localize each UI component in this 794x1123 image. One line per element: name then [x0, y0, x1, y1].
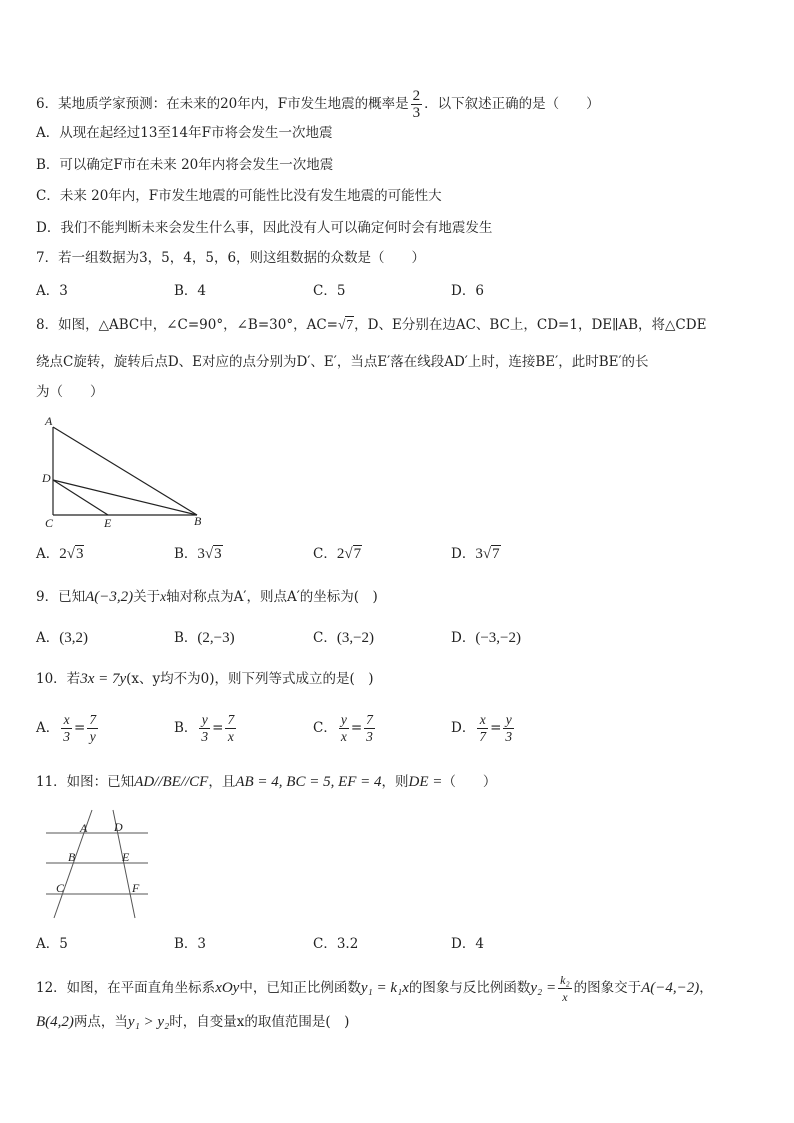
parallel-lines-figure	[36, 805, 156, 923]
figure-label-a: A	[80, 821, 88, 835]
question-11-option-a: A．5	[36, 936, 68, 952]
question-11-option-b: B．3	[174, 936, 207, 952]
fraction: $\frac{2}{3}$	[412, 88, 421, 121]
question-8-option-c: C．2√7	[313, 546, 362, 562]
question-7-option-c: C．5	[313, 283, 346, 299]
question-10-option-b: B． $\frac{y}{3}$ = $\frac{7}{x}$	[174, 712, 235, 744]
question-9-stem: 9．已知A(−3,2)关于x轴对称点为A′，则点A′的坐标为( )	[36, 589, 378, 605]
question-8-option-d: D．3√7	[451, 546, 500, 562]
question-6-option-b: B．可以确定F市在未来 20年内将会发生一次地震	[36, 157, 334, 173]
question-8-line-2: 绕点C旋转，旋转后点D、E对应的点分别为D′、E′，当点E′落在线段AD′上时，连接BE′，此时BE′的长	[36, 354, 649, 370]
figure-label-c: C	[45, 516, 54, 530]
question-11-stem: 11．如图：已知AD//BE//CF，且AB = 4, BC = 5, EF = 4，则DE =（ ）	[36, 774, 497, 790]
figure-label-d: D	[114, 820, 123, 834]
figure-label-b: B	[68, 850, 76, 864]
triangle-figure	[36, 410, 216, 532]
question-10-option-d: D． $\frac{x}{7}$ = $\frac{y}{3}$	[451, 712, 513, 744]
question-12-line-1: 12．如图，在平面直角坐标系xOy中，已知正比例函数y₁ = k₁x的图象与反比例函数y₂ = $\frac{\text{k₂}}{x}$ 的图象交于A(−4,−2)，	[36, 973, 713, 1004]
question-6-option-c: C．未来 20年内，F市发生地震的可能性比没有发生地震的可能性大	[36, 188, 442, 204]
question-9-option-c: C．(3,−2)	[313, 630, 375, 646]
radical: √7	[337, 317, 354, 332]
question-10-option-a: A． $\frac{x}{3}$ = $\frac{7}{y}$	[36, 712, 97, 744]
figure-label-d: D	[42, 471, 51, 485]
question-10-stem: 10．若3x = 7y(x、y均不为0)，则下列等式成立的是( )	[36, 671, 374, 687]
question-11-option-d: D．4	[451, 936, 484, 952]
figure-label-e: E	[104, 516, 112, 530]
question-8-option-a: A．2√3	[36, 546, 84, 562]
figure-label-f: F	[132, 881, 140, 895]
figure-label-b: B	[194, 514, 202, 528]
question-7-option-d: D．6	[451, 283, 484, 299]
question-8-line-3: 为（ ）	[36, 384, 104, 400]
question-12-line-2: B(4,2)两点，当y₁ > y₂时，自变量x的取值范围是( )	[36, 1014, 350, 1030]
question-9-option-a: A．(3,2)	[36, 630, 88, 646]
question-9-option-d: D．(−3,−2)	[451, 630, 521, 646]
question-6-option-d: D．我们不能判断未来会发生什么事，因此没有人可以确定何时会有地震发生	[36, 220, 493, 236]
question-10-option-c: C． $\frac{y}{x}$ = $\frac{7}{3}$	[313, 712, 373, 744]
question-8-option-b: B．3√3	[174, 546, 222, 562]
figure-label-c: C	[56, 881, 65, 895]
question-6-stem: 6．某地质学家预测：在未来的20年内，F市发生地震的概率是 $\frac{2}{3}$ ．以下叙述正确的是（ ）	[36, 88, 600, 121]
question-7-stem: 7．若一组数据为3，5，4，5，6，则这组数据的众数是（ ）	[36, 250, 426, 266]
question-8-line-1: 8．如图，△ABC中，∠C=90°，∠B=30°，AC=√7，D、E分别在边AC、BC上，CD=1，DE∥AB，将△CDE	[36, 317, 707, 333]
figure-label-a: A	[45, 414, 53, 428]
question-7-option-b: B．4	[174, 283, 207, 299]
figure-label-e: E	[122, 850, 130, 864]
question-7-option-a: A．3	[36, 283, 68, 299]
question-11-option-c: C．3.2	[313, 936, 359, 952]
question-9-option-b: B．(2,−3)	[174, 630, 235, 646]
question-6-option-a: A．从现在起经过13至14年F市将会发生一次地震	[36, 125, 333, 141]
